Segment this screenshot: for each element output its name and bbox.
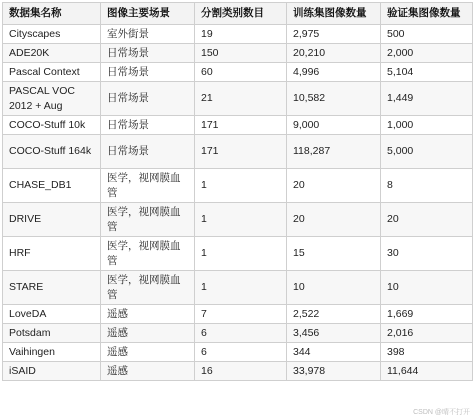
cell-dataset-name: Cityscapes [3, 25, 101, 44]
cell-dataset-name: STARE [3, 271, 101, 305]
table-row [3, 82, 473, 116]
cell-val-count: 1,669 [381, 305, 473, 324]
cell-val-count: 500 [381, 25, 473, 44]
cell-main-scene: 遥感 [101, 343, 195, 362]
table-header [3, 3, 473, 25]
cell-train-count: 2,522 [287, 305, 381, 324]
cell-train-count: 20,210 [287, 44, 381, 63]
table-row [3, 25, 473, 44]
cell-val-count: 5,000 [381, 135, 473, 169]
cell-main-scene: 遥感 [101, 305, 195, 324]
cell-class-count: 1 [195, 169, 287, 203]
cell-class-count: 16 [195, 362, 287, 381]
cell-class-count: 6 [195, 343, 287, 362]
table-row [3, 116, 473, 135]
cell-class-count: 1 [195, 271, 287, 305]
cell-class-count: 19 [195, 25, 287, 44]
header-class-count: 分割类别数目 [195, 3, 287, 25]
cell-dataset-name: COCO-Stuff 10k [3, 116, 101, 135]
cell-dataset-name: PASCAL VOC 2012 + Aug [3, 82, 101, 116]
cell-train-count: 118,287 [287, 135, 381, 169]
table-row [3, 169, 473, 203]
cell-val-count: 11,644 [381, 362, 473, 381]
cell-main-scene: 室外街景 [101, 25, 195, 44]
cell-class-count: 6 [195, 324, 287, 343]
cell-main-scene: 医学，视网膜血管 [101, 169, 195, 203]
cell-val-count: 10 [381, 271, 473, 305]
cell-class-count: 7 [195, 305, 287, 324]
cell-main-scene: 日常场景 [101, 82, 195, 116]
cell-train-count: 20 [287, 203, 381, 237]
cell-val-count: 398 [381, 343, 473, 362]
cell-main-scene: 日常场景 [101, 44, 195, 63]
cell-class-count: 60 [195, 63, 287, 82]
cell-train-count: 33,978 [287, 362, 381, 381]
dataset-table [2, 2, 473, 381]
cell-dataset-name: Potsdam [3, 324, 101, 343]
cell-dataset-name: DRIVE [3, 203, 101, 237]
cell-dataset-name: CHASE_DB1 [3, 169, 101, 203]
cell-train-count: 344 [287, 343, 381, 362]
cell-main-scene: 医学，视网膜血管 [101, 271, 195, 305]
table-row [3, 203, 473, 237]
header-row [3, 3, 473, 25]
cell-main-scene: 遥感 [101, 324, 195, 343]
cell-class-count: 1 [195, 203, 287, 237]
cell-train-count: 4,996 [287, 63, 381, 82]
cell-train-count: 3,456 [287, 324, 381, 343]
table-row [3, 44, 473, 63]
cell-val-count: 20 [381, 203, 473, 237]
cell-dataset-name: HRF [3, 237, 101, 271]
table-row [3, 362, 473, 381]
table-row [3, 63, 473, 82]
table-row [3, 237, 473, 271]
cell-train-count: 2,975 [287, 25, 381, 44]
cell-dataset-name: Vaihingen [3, 343, 101, 362]
cell-dataset-name: Pascal Context [3, 63, 101, 82]
cell-class-count: 21 [195, 82, 287, 116]
cell-train-count: 15 [287, 237, 381, 271]
cell-train-count: 20 [287, 169, 381, 203]
cell-val-count: 2,000 [381, 44, 473, 63]
table-row [3, 324, 473, 343]
cell-class-count: 171 [195, 135, 287, 169]
cell-main-scene: 日常场景 [101, 63, 195, 82]
cell-main-scene: 日常场景 [101, 116, 195, 135]
cell-dataset-name: iSAID [3, 362, 101, 381]
cell-class-count: 171 [195, 116, 287, 135]
header-train-count: 训练集图像数量 [287, 3, 381, 25]
table-body [3, 25, 473, 381]
cell-val-count: 30 [381, 237, 473, 271]
header-val-count: 验证集图像数量 [381, 3, 473, 25]
cell-main-scene: 医学，视网膜血管 [101, 203, 195, 237]
table-row [3, 343, 473, 362]
cell-class-count: 1 [195, 237, 287, 271]
watermark: CSDN @晴不打开 [413, 409, 470, 416]
cell-val-count: 5,104 [381, 63, 473, 82]
cell-train-count: 10,582 [287, 82, 381, 116]
table-row [3, 135, 473, 169]
cell-dataset-name: LoveDA [3, 305, 101, 324]
header-main-scene: 图像主要场景 [101, 3, 195, 25]
cell-train-count: 9,000 [287, 116, 381, 135]
cell-class-count: 150 [195, 44, 287, 63]
cell-main-scene: 日常场景 [101, 135, 195, 169]
cell-val-count: 2,016 [381, 324, 473, 343]
cell-val-count: 1,000 [381, 116, 473, 135]
table-row [3, 305, 473, 324]
cell-main-scene: 医学，视网膜血管 [101, 237, 195, 271]
table-row [3, 271, 473, 305]
cell-dataset-name: ADE20K [3, 44, 101, 63]
cell-val-count: 8 [381, 169, 473, 203]
cell-val-count: 1,449 [381, 82, 473, 116]
cell-dataset-name: COCO-Stuff 164k [3, 135, 101, 169]
cell-main-scene: 遥感 [101, 362, 195, 381]
cell-train-count: 10 [287, 271, 381, 305]
header-dataset-name: 数据集名称 [3, 3, 101, 25]
